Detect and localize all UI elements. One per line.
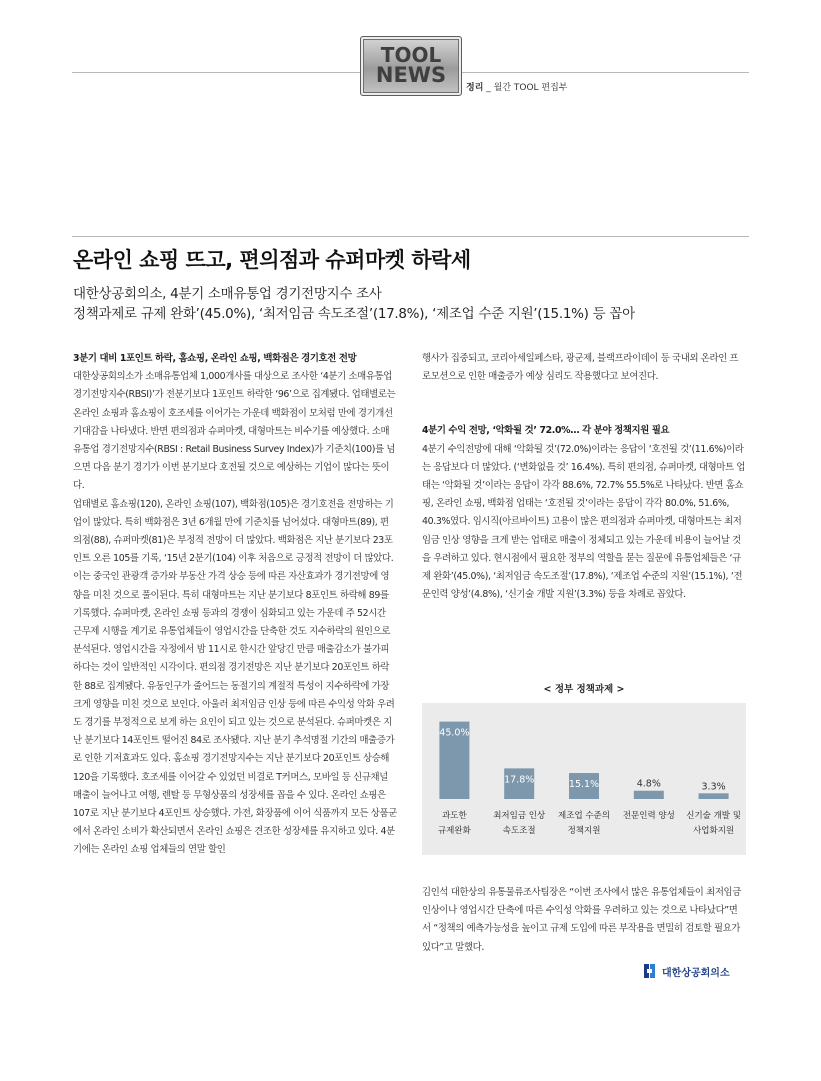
byline-prefix: 정리 [466, 83, 484, 93]
paragraph-1: 대한상공회의소가 소매유통업체 1,000개사를 대상으로 조사한 ‘4분기 소매유통업 경기전망지수(RBSI)’가 전분기보다 1포인트 하락한 ‘96’으로 집계됐다. 업태별로는 온라인 쇼핑과 홈쇼핑이 호조세를 이어가는 가운데 백화점이 모처럼 만에 경기개선 기대감을 나타냈다. 반면 편의점과 슈퍼마켓, 대형마트는 비수기를 예상했다. 소매유통업 경기전망지수(RBSI : Retail Business Survey Index)가 기준치(100)를 넘으면 다음 분기 경기가 이번 분기보다 호전될 것으로 예상하는 기업이 많다는 뜻이다. [73, 371, 396, 492]
closing-column [422, 884, 746, 957]
bar-3 [634, 791, 664, 799]
byline [466, 80, 568, 93]
category-label-4-0: 신기술 개발 및 [686, 811, 741, 821]
category-label-1-0: 최저임금 인상 [493, 811, 546, 821]
chart-title: < 정부 정책과제 > [543, 684, 625, 695]
korcham-logo [642, 963, 730, 979]
korcham-emblem-icon [642, 963, 658, 979]
policy-bar-chart [422, 703, 746, 855]
korcham-name: 대한상공회의소 [662, 967, 730, 979]
byline-text: _ 월간 TOOL 편집부 [486, 83, 568, 93]
category-label-2-0: 제조업 수준의 [558, 811, 610, 821]
tool-news-logo [360, 36, 462, 96]
title-rule [72, 236, 749, 237]
bar-value-label-4: 3.3% [701, 781, 726, 793]
paragraph-continued: 행사가 집중되고, 코리아세일페스타, 광군제, 블랙프라이데이 등 국내외 온라인 프로모션으로 인한 매출증가 예상 심리도 작용했다고 보여진다. [422, 353, 739, 383]
paragraph-2: 업태별로 홈쇼핑(120), 온라인 쇼핑(107), 백화점(105)은 경기호전을 전망하는 기업이 많았다. 특히 백화점은 3년 6개월 만에 기준치를 넘어섰다. 대형마트(89), 편의점(88), 슈퍼마켓(81)은 부정적 전망이 더 많았다. 백화점은 지난 분기보다 23포인트 오른 105를 기록, ‘15년 2분기(104) 이후 처음으로 긍정적 전망이 더 많았다. 이는 중국인 관광객 증가와 부동산 가격 상승 등에 따른 자산효과가 경기전망에 영향을 미친 것으로 풀이된다. 특히 대형마트는 지난 분기보다 8포인트 하락해 89를 기록했다. 슈퍼마켓, 온라인 쇼핑 등과의 경쟁이 심화되고 있는 가운데 주 52시간 근무제 시행을 계기로 유통업체들이 영업시간을 단축한 것도 지수하락의 원인으로 분석된다. 영업시간을 자정에서 밤 11시로 한시간 앞당긴 만큼 매출감소가 불가피하다는 것이 일반적인 시각이다. 편의점 경기전망은 지난 분기보다 20포인트 하락한 88로 집계됐다. 유동인구가 줄어드는 동절기의 계절적 특성이 지수하락에 가장 크게 영향을 미친 것으로 보인다. 아울러 최저임금 인상 등에 따른 수익성 악화 우려도 경기를 부정적으로 보게 하는 요인이 되고 있는 것으로 분석된다. 슈퍼마켓은 지난 분기보다 14포인트 떨어진 84로 조사됐다. 지난 분기 추석명절 기간의 매출증가로 인한 기저효과도 있다. 홈쇼핑 경기전망지수는 지난 분기보다 20포인트 상승해 120을 기록했다. 호조세를 이어갈 수 있었던 비결로 T커머스, 모바일 등 신규채널 매출이 늘어나고 여행, 렌탈 등 무형상품의 성장세를 꼽을 수 있다. 온라인 쇼핑은 107로 지난 분기보다 4포인트 상승했다. 가전, 화장품에 이어 식품까지 모든 상품군에서 온라인 소비가 확산되면서 온라인 쇼핑은 견조한 성장세를 유지하고 있다. 4분기에는 온라인 쇼핑 업체들의 연말 할인 [73, 498, 397, 856]
left-column [73, 350, 397, 860]
paragraph-3: 4분기 수익전망에 대해 ‘악화될 것’(72.0%)이라는 응답이 ‘호전될 것’(11.6%)이라는 응답보다 더 많았다. (‘변화없을 것’ 16.4%). 특히 편의점, 슈퍼마켓, 대형마트 업태는 ‘악화될 것’이라는 응답이 각각 88.6%, 72.7% 55.5%로 나타났다. 반면 홈쇼핑, 온라인 쇼핑, 백화점 업태는 ‘호전될 것’이라는 응답이 각각 80.0%, 51.6%, 40.3%였다. 임시직(아르바이트) 고용이 많은 편의점과 슈퍼마켓, 대형마트는 최저임금 인상 영향을 크게 받는 업태로 매출이 정체되고 있는 가운데 비용이 늘어날 것을 우려하고 있다. 현시점에서 필요한 정부의 역할을 묻는 질문에 유통업체들은 ‘규제 완화’(45.0%), ‘최저임금 속도조절’(17.8%), ‘제조업 수준의 지원’(15.1%), ‘전문인력 양성’(4.8%), ‘신기술 개발 지원’(3.3%) 등을 차례로 꼽았다. [422, 443, 746, 601]
category-label-3-0: 전문인력 양성 [622, 811, 675, 821]
logo-line-1: TOOL [380, 43, 442, 67]
category-label-0-0: 과도한 [442, 811, 467, 821]
bar-value-label-0: 45.0% [439, 727, 470, 739]
category-label-4-1: 사업화지원 [693, 826, 735, 836]
section-heading-2: 4분기 수익 전망, ‘악화될 것’ 72.0%… 각 분야 정책지원 필요 [422, 425, 670, 437]
article-subtitle [73, 284, 635, 324]
closing-paragraph: 김인석 대한상의 유통물류조사팀장은 “이번 조사에서 많은 유통업체들이 최저임금 인상이나 영업시간 단축에 따른 수익성 악화를 우려하고 있는 것으로 나타났다”면서 “정책의 예측가능성을 높이고 규제 도입에 따른 부작용을 면밀히 검토할 필요가 있다”고 말했다. [422, 887, 741, 953]
subtitle-line-2: 정책과제로 규제 완화’(45.0%), ‘최저임금 속도조절’(17.8%), ‘제조업 수준 지원’(15.1%) 등 꼽아 [73, 306, 635, 322]
section-heading-1: 3분기 대비 1포인트 하락, 홈쇼핑, 온라인 쇼핑, 백화점은 경기호전 전망 [73, 353, 357, 364]
category-label-2-1: 정책지원 [567, 826, 601, 836]
bar-value-label-3: 4.8% [636, 778, 661, 790]
logo-line-2: NEWS [375, 63, 447, 87]
chart-svg [422, 703, 746, 855]
bar-4 [699, 793, 729, 799]
subtitle-line-1: 대한상공회의소, 4분기 소매유통업 경기전망지수 조사 [73, 286, 382, 302]
bar-value-label-1: 17.8% [504, 774, 535, 786]
bar-value-label-2: 15.1% [568, 779, 600, 791]
right-column [422, 350, 746, 604]
category-label-1-1: 속도조절 [502, 826, 536, 836]
article-title: 온라인 쇼핑 뜨고, 편의점과 슈퍼마켓 하락세 [73, 248, 471, 272]
category-label-0-1: 규제완화 [437, 826, 471, 836]
